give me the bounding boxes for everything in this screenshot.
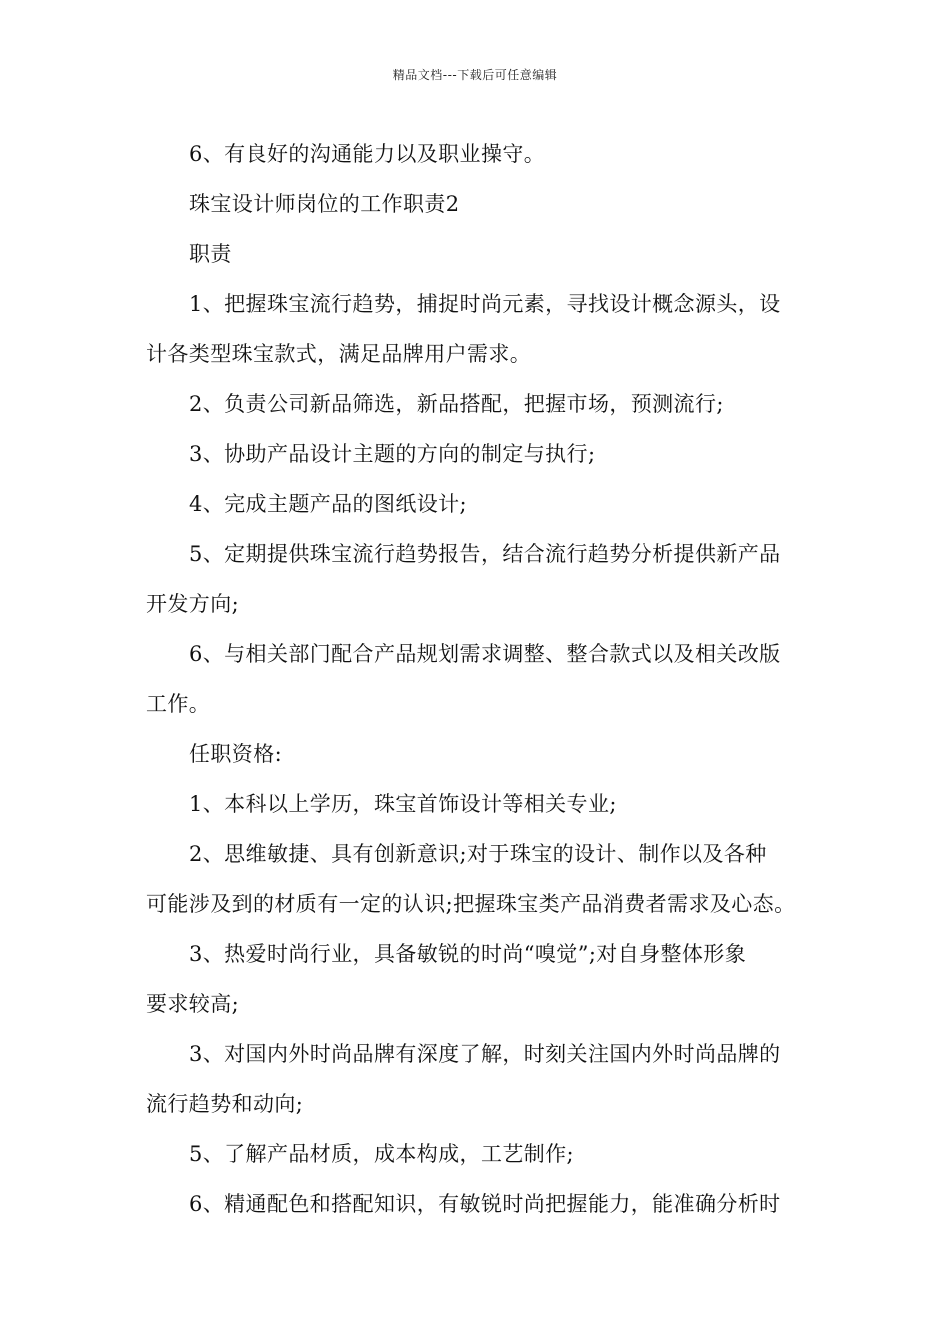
paragraph-line: 5、定期提供珠宝流行趋势报告，结合流行趋势分析提供新产品 <box>189 542 781 566</box>
paragraph-line: 1、本科以上学历，珠宝首饰设计等相关专业; <box>189 792 617 816</box>
paragraph-line: 6、精通配色和搭配知识，有敏锐时尚把握能力，能准确分析时 <box>189 1192 781 1216</box>
paragraph-line: 工作。 <box>146 692 211 716</box>
paragraph-line: 5、了解产品材质，成本构成，工艺制作; <box>189 1142 575 1166</box>
paragraph-line: 1、把握珠宝流行趋势，捕捉时尚元素，寻找设计概念源头，设 <box>189 292 781 316</box>
paragraph-line: 4、完成主题产品的图纸设计; <box>189 492 468 516</box>
paragraph-line: 3、对国内外时尚品牌有深度了解，时刻关注国内外时尚品牌的 <box>189 1042 781 1066</box>
paragraph-line: 6、与相关部门配合产品规划需求调整、整合款式以及相关改版 <box>189 642 781 666</box>
paragraph-line: 3、热爱时尚行业，具备敏锐的时尚“嗅觉”;对自身整体形象 <box>189 942 747 966</box>
paragraph-line: 开发方向; <box>146 592 240 616</box>
section-heading-duties: 职责 <box>189 242 232 266</box>
section-title: 珠宝设计师岗位的工作职责2 <box>189 192 460 216</box>
paragraph-line: 计各类型珠宝款式，满足品牌用户需求。 <box>146 342 532 366</box>
page-header: 精品文档---下载后可任意编辑 <box>392 68 558 82</box>
paragraph-line: 要求较高; <box>146 992 240 1016</box>
section-heading-qualifications: 任职资格: <box>189 742 283 766</box>
paragraph-line: 6、有良好的沟通能力以及职业操守。 <box>189 142 546 166</box>
paragraph-line: 2、思维敏捷、具有创新意识;对于珠宝的设计、制作以及各种 <box>189 842 767 866</box>
paragraph-line: 流行趋势和动向; <box>146 1092 304 1116</box>
paragraph-line: 可能涉及到的材质有一定的认识;把握珠宝类产品消费者需求及心态。 <box>146 892 796 916</box>
paragraph-line: 2、负责公司新品筛选，新品搭配，把握市场，预测流行; <box>189 392 724 416</box>
document-body <box>146 129 816 1229</box>
paragraph-line: 3、协助产品设计主题的方向的制定与执行; <box>189 442 596 466</box>
